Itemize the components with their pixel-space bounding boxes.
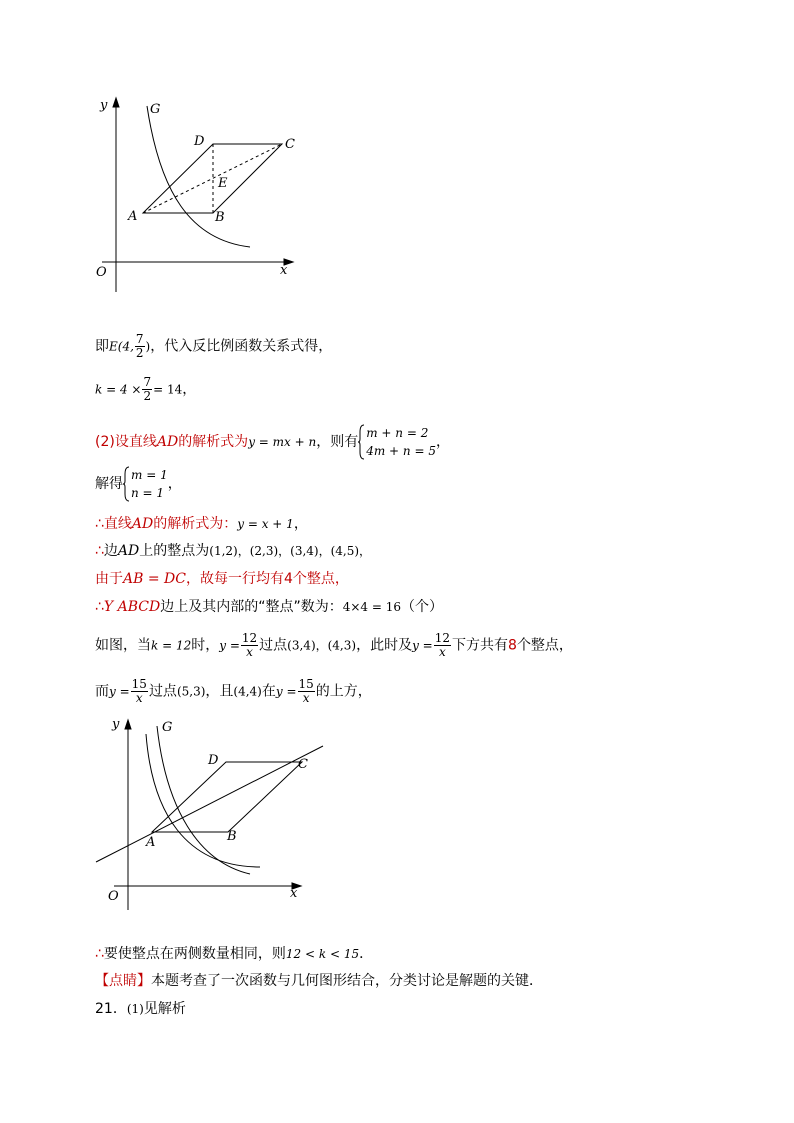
label-e-1: E xyxy=(218,176,228,191)
comment-tag: 【点睛】 xyxy=(95,973,151,989)
equation-system-1: m + n = 2 4m + n = 5 xyxy=(358,424,436,460)
equation-system-2: m = 1 n = 1 xyxy=(123,466,168,502)
label-b-2: B xyxy=(227,829,237,844)
label-g-2: G xyxy=(162,720,173,735)
line-1: 即E(4, $\frac{7}{2}$ )，代入反比例函数关系式得， xyxy=(95,332,333,360)
hyperbola-outer-2 xyxy=(157,726,250,874)
fraction: $\frac{7}{2}$ xyxy=(135,332,144,360)
line-11: ∴要使整点在两侧数量相同，则12 < k < 15． xyxy=(95,946,374,962)
label-g-1: G xyxy=(150,102,161,117)
label-d-1: D xyxy=(194,134,205,149)
fraction: $\frac{7}{2}$ xyxy=(143,375,152,403)
fraction: $\frac{12}{x}$ xyxy=(241,631,258,659)
line-9: 如图，当k = 12时，y = $\frac{12}{x}$ 过点(3,4)，(4,3)，此时及y = $\frac{12}{x}$ 下方共有8个整点， xyxy=(95,631,573,659)
line-6: ∴边AD上的整点为(1,2)，(2,3)，(3,4)，(4,5)， xyxy=(95,543,372,559)
line-2: k = 4 × $\frac{7}{2}$ = 14， xyxy=(95,375,197,403)
question-number: 21． xyxy=(95,1001,127,1017)
label-o-2: O xyxy=(108,889,119,904)
fraction: $\frac{12}{x}$ xyxy=(434,631,451,659)
label-x-2: x xyxy=(290,886,298,901)
label-y-2: y xyxy=(112,717,120,732)
diagonal-ac-1 xyxy=(143,144,282,213)
line-3: (2)设直线AD的解析式为y = mx + n，则有 m + n = 2 4m + n = 5 ， xyxy=(95,426,450,458)
line-13: 21．(1)见解析 xyxy=(95,1001,186,1017)
hyperbola-g-1 xyxy=(147,106,250,247)
line-7: 由于AB = DC，故每一行均有4个整点， xyxy=(95,571,349,587)
figure-1 xyxy=(90,92,310,302)
label-x-1: x xyxy=(280,263,288,278)
figure-2 xyxy=(90,712,330,917)
fraction: $\frac{15}{x}$ xyxy=(298,677,314,705)
label-c-2: C xyxy=(298,757,308,772)
line-5: ∴直线AD的解析式为：y = x + 1， xyxy=(95,516,308,532)
line-4: 解得 m = 1 n = 1 ， xyxy=(95,468,182,500)
label-d-2: D xyxy=(208,753,219,768)
y-arrow-2 xyxy=(125,720,131,729)
line-10: 而y = $\frac{15}{x}$ 过点(5,3)，且(4,4)在y = $\frac{15}{x}$ 的上方， xyxy=(95,677,372,705)
line-8: ∴Y ABCD边上及其内部的“整点”数为：4×4 = 16（个） xyxy=(95,599,444,615)
line-12: 【点睛】本题考查了一次函数与几何图形结合，分类讨论是解题的关键． xyxy=(95,973,543,989)
fraction: $\frac{15}{x}$ xyxy=(131,677,147,705)
label-y-1: y xyxy=(100,98,108,113)
y-arrow-1 xyxy=(113,98,119,107)
parallelogram-abcd-1 xyxy=(143,144,282,213)
label-c-1: C xyxy=(285,137,295,152)
label-o-1: O xyxy=(96,265,107,280)
label-a-1: A xyxy=(128,209,138,224)
label-a-2: A xyxy=(146,835,156,850)
label-b-1: B xyxy=(215,210,225,225)
